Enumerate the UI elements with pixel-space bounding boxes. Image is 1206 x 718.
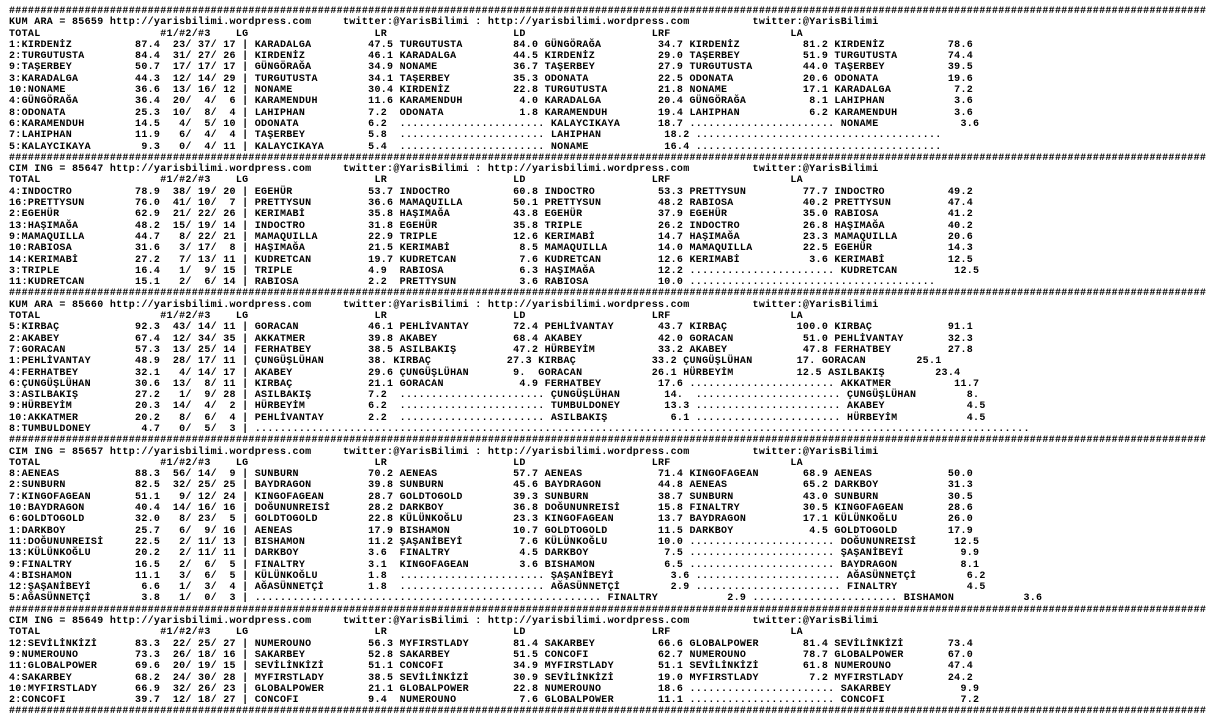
report-line: 10:BAYDRAGON 40.4 14/ 16/ 16 | DOĞUNUNREISİ 28.2 DARKBOY 36.8 DOĞUNUNREISİ 15.8 FINALTRY 30.5 KINGOFAGEAN 28.6 xyxy=(9,503,974,515)
report-line: CIM ING = 85657 http://yarisbilimi.wordpress.com twitter:@YarisBilimi : http://yarisbilimi.wordpress.com twitter:@YarisBilimi xyxy=(9,446,879,458)
report-line: 9:HÜRBEYİM 20.3 14/ 4/ 2 | HÜRBEYİM 6.2 ....................... TUMBULDONEY 13.3 ....................... AKABEY 4.5 xyxy=(9,401,986,413)
report-line: 8:ODONATA 25.3 10/ 8/ 4 | LAHIPHAN 7.2 ODONATA 1.8 KARAMENDUH 19.4 LAHIPHAN 6.2 KARAMENDUH 3.6 xyxy=(9,107,974,119)
report-line: 14:KERIMABİ 27.2 7/ 13/ 11 | KUDRETCAN 19.7 KUDRETCAN 7.6 KUDRETCAN 12.6 KERIMABİ 3.6 KERIMABİ 12.5 xyxy=(9,254,974,266)
report-line: TOTAL #1/#2/#3 LG LR LD LRF LA xyxy=(9,627,803,639)
report-line: 6:KARAMENDUH 14.5 4/ 5/ 10 | ODONATA 6.2 ....................... KALAYCIKAYA 18.7 ....................... NONAME 3.6 xyxy=(9,118,980,130)
report-line: 8:AENEAS 88.3 56/ 14/ 9 | SUNBURN 70.2 AENEAS 57.7 AENEAS 71.4 KINGOFAGEAN 68.9 AENEAS 50.0 xyxy=(9,469,974,481)
report-line: 10:MYFIRSTLADY 66.9 32/ 26/ 23 | GLOBALPOWER 21.1 GLOBALPOWER 22.8 NUMEROUNO 18.6 ....................... SAKARBEY 9.9 xyxy=(9,683,980,695)
report-line: 11:GLOBALPOWER 69.6 20/ 19/ 15 | SEVİLİNKİZİ 51.1 CONCOFI 34.9 MYFIRSTLADY 51.1 SEVİLİNKİZİ 61.8 NUMEROUNO 47.4 xyxy=(9,661,974,673)
report-line: 4:SAKARBEY 68.2 24/ 30/ 28 | MYFIRSTLADY 38.5 SEVİLİNKİZİ 30.9 SEVİLİNKİZİ 19.0 MYFIRSTLADY 7.2 MYFIRSTLADY 24.2 xyxy=(9,672,974,684)
report-line: CIM ING = 85647 http://yarisbilimi.wordpress.com twitter:@YarisBilimi : http://yarisbilimi.wordpress.com twitter:@YarisBilimi xyxy=(9,164,879,176)
report-line: 11:DOĞUNUNREISİ 22.5 2/ 11/ 13 | BISHAMON 11.2 ŞAŞANİBEYİ 7.6 KÜLÜNKOĞLU 10.0 ....................... DOĞUNUNREISİ 12.5 xyxy=(9,536,980,548)
report-line: 6:ÇUNGÜŞLÜHAN 30.6 13/ 8/ 11 | KIRBAÇ 21.1 GORACAN 4.9 FERHATBEY 17.6 ....................... AKKATMER 11.7 xyxy=(9,378,980,390)
report-line: 10:NONAME 36.6 13/ 16/ 12 | NONAME 30.4 KIRDENİZ 22.8 TURGUTUSTA 21.8 NONAME 17.1 KARADALGA 7.2 xyxy=(9,85,974,97)
report-line: TOTAL #1/#2/#3 LG LR LD LRF LA xyxy=(9,311,803,323)
report-line: 11:KUDRETCAN 15.1 2/ 6/ 14 | RABIOSA 2.2 PRETTYSUN 3.6 RABIOSA 10.0 ....................................... xyxy=(9,277,936,289)
report-line: 9:FINALTRY 16.5 2/ 6/ 5 | FINALTRY 3.1 KINGOFAGEAN 3.6 BISHAMON 6.5 ....................... BAYDRAGON 8.1 xyxy=(9,559,980,571)
report-line: 13:HAŞIMAĞA 48.2 15/ 19/ 14 | INDOCTRO 31.8 EGEHÜR 35.8 TRIPLE 26.2 INDOCTRO 26.8 HAŞIMAĞA 40.2 xyxy=(9,220,974,232)
report-line: 2:EGEHÜR 62.9 21/ 22/ 26 | KERIMABİ 35.8 HAŞIMAĞA 43.8 EGEHÜR 37.9 EGEHÜR 35.0 RABIOSA 41.2 xyxy=(9,209,974,221)
report-line: 9:TAŞERBEY 50.7 17/ 17/ 17 | GÜNGÖRAĞA 34.9 NONAME 36.7 TAŞERBEY 27.9 TURGUTUSTA 44.0 TAŞERBEY 39.5 xyxy=(9,62,974,74)
report-line: 3:TRIPLE 16.4 1/ 9/ 15 | TRIPLE 4.9 RABIOSA 6.3 HAŞIMAĞA 12.2 ....................... KUDRETCAN 12.5 xyxy=(9,265,980,277)
report-line: 10:AKKATMER 20.2 8/ 6/ 4 | PEHLİVANTAY 2.2 ....................... ASILBAKIŞ 6.1 ....................... HÜRBEYİM 4.5 xyxy=(9,412,986,424)
report-line: 4:GÜNGÖRAĞA 36.4 20/ 4/ 6 | KARAMENDUH 11.6 KARAMENDUH 4.0 KARADALGA 20.4 GÜNGÖRAĞA 8.1 LAHIPHAN 3.6 xyxy=(9,96,974,108)
report-line: 5:KIRBAÇ 92.3 43/ 14/ 11 | GORACAN 46.1 PEHLİVANTAY 72.4 PEHLİVANTAY 43.7 KIRBAÇ 100.0 KIRBAÇ 91.1 xyxy=(9,322,974,334)
report-line: 13:KÜLÜNKOĞLU 20.2 2/ 11/ 11 | DARKBOY 3.6 FINALTRY 4.5 DARKBOY 7.5 ....................... ŞAŞANİBEYİ 9.9 xyxy=(9,548,980,560)
report-line: 2:CONCOFI 39.7 12/ 18/ 27 | CONCOFI 9.4 NUMEROUNO 7.6 GLOBALPOWER 11.1 ....................... CONCOFI 7.2 xyxy=(9,695,980,707)
report-line: 2:SUNBURN 82.5 32/ 25/ 25 | BAYDRAGON 39.8 SUNBURN 45.6 BAYDRAGON 44.8 AENEAS 65.2 DARKBOY 31.3 xyxy=(9,480,974,492)
report-line: ############################################################################################################################################################################################## xyxy=(9,152,1206,164)
report-line: 4:BISHAMON 11.1 3/ 6/ 5 | KÜLÜNKOĞLU 1.8 ....................... ŞAŞANİBEYİ 3.6 ....................... AĞASÜNNETÇİ 6.2 xyxy=(9,570,986,582)
report-line: 4:INDOCTRO 78.9 38/ 19/ 20 | EGEHÜR 53.7 INDOCTRO 60.8 INDOCTRO 53.3 PRETTYSUN 77.7 INDOCTRO 49.2 xyxy=(9,186,974,198)
report-line: 3:ASILBAKIŞ 27.2 1/ 9/ 28 | ASILBAKIŞ 7.2 ....................... ÇUNGÜŞLÜHAN 14. ....................... ÇUNGÜŞLÜHAN 8. xyxy=(9,390,980,402)
report-line: 7:GORACAN 57.3 13/ 25/ 14 | FERHATBEY 38.5 ASILBAKIŞ 47.2 HÜRBEYİM 33.2 AKABEY 47.8 FERHATBEY 27.8 xyxy=(9,344,974,356)
report-line: KUM ARA = 85659 http://yarisbilimi.wordpress.com twitter:@YarisBilimi : http://yarisbilimi.wordpress.com twitter:@YarisBilimi xyxy=(9,17,879,29)
report-line: 3:KARADALGA 44.3 12/ 14/ 29 | TURGUTUSTA 34.1 TAŞERBEY 35.3 ODONATA 22.5 ODONATA 20.6 ODONATA 19.6 xyxy=(9,73,974,85)
report-line: 1:KIRDENİZ 87.4 23/ 37/ 17 | KARADALGA 47.5 TURGUTUSTA 84.0 GÜNGÖRAĞA 34.7 KIRDENİZ 81.2 KIRDENİZ 78.6 xyxy=(9,39,974,51)
report-line: ############################################################################################################################################################################################## xyxy=(9,6,1206,17)
report-line: 2:TURGUTUSTA 84.4 31/ 27/ 26 | KIRDENİZ 46.1 KARADALGA 44.5 KIRDENİZ 29.0 TAŞERBEY 51.9 TURGUTUSTA 74.4 xyxy=(9,51,974,63)
report-line: TOTAL #1/#2/#3 LG LR LD LRF LA xyxy=(9,28,803,40)
report-line: TOTAL #1/#2/#3 LG LR LD LRF LA xyxy=(9,457,803,469)
report-line: 1:DARKBOY 25.7 6/ 9/ 16 | AENEAS 17.9 BISHAMON 10.7 GOLDTOGOLD 11.5 DARKBOY 4.5 GOLDTOGOLD 17.9 xyxy=(9,525,974,537)
report-line: 7:LAHIPHAN 11.9 6/ 4/ 4 | TAŞERBEY 5.8 ....................... LAHIPHAN 18.2 ....................................... xyxy=(9,130,942,142)
report-line: ############################################################################################################################################################################################## xyxy=(9,288,1206,300)
report-line: 12:ŞAŞANİBEYİ 6.6 1/ 3/ 4 | AĞASÜNNETÇİ 1.8 ....................... AĞASÜNNETÇİ 2.9 ....................... FINALTRY 4.5 xyxy=(9,582,986,594)
report-line: 1:PEHLİVANTAY 48.9 28/ 17/ 11 | ÇUNGÜŞLÜHAN 38. KIRBAÇ 27.3 KIRBAÇ 33.2 ÇUNGÜŞLÜHAN 17. GORACAN 25.1 xyxy=(9,356,942,368)
report-line: 8:TUMBULDONEY 4.7 0/ 5/ 3 | ........................................................................................................................... xyxy=(9,423,1030,435)
report-line: 7:KINGOFAGEAN 51.1 9/ 12/ 24 | KINGOFAGEAN 28.7 GOLDTOGOLD 39.3 SUNBURN 38.7 SUNBURN 43.0 SUNBURN 30.5 xyxy=(9,491,974,503)
report-line: 9:NUMEROUNO 73.3 26/ 18/ 16 | SAKARBEY 52.8 SAKARBEY 51.5 CONCOFI 62.7 NUMEROUNO 78.7 GLOBALPOWER 67.0 xyxy=(9,649,974,661)
report-line: KUM ARA = 85660 http://yarisbilimi.wordpress.com twitter:@YarisBilimi : http://yarisbilimi.wordpress.com twitter:@YarisBilimi xyxy=(9,299,879,311)
report-line: ############################################################################################################################################################################################## xyxy=(9,435,1206,447)
report-line: 9:MAMAQUILLA 44.7 8/ 22/ 21 | MAMAQUILLA 22.9 TRIPLE 12.6 KERIMABİ 14.7 HAŞIMAĞA 23.3 MAMAQUILLA 20.6 xyxy=(9,231,974,243)
report-line: 5:KALAYCIKAYA 9.3 0/ 4/ 11 | KALAYCIKAYA 5.4 ....................... NONAME 16.4 ....................................... xyxy=(9,141,942,153)
report-line: CIM ING = 85649 http://yarisbilimi.wordpress.com twitter:@YarisBilimi : http://yarisbilimi.wordpress.com twitter:@YarisBilimi xyxy=(9,616,879,628)
report-line: ############################################################################################################################################################################################## xyxy=(9,604,1206,616)
report-line: 4:FERHATBEY 32.1 4/ 14/ 17 | AKABEY 29.6 ÇUNGÜŞLÜHAN 9. GORACAN 26.1 HÜRBEYİM 12.5 ASILBAKIŞ 23.4 xyxy=(9,367,961,379)
report-line: ############################################################################################################################################################################################## xyxy=(9,706,1206,718)
report-line: 6:GOLDTOGOLD 32.0 8/ 23/ 5 | GOLDTOGOLD 22.8 KÜLÜNKOĞLU 23.3 KINGOFAGEAN 13.7 BAYDRAGON 17.1 KÜLÜNKOĞLU 26.0 xyxy=(9,514,974,526)
report-line: 16:PRETTYSUN 76.0 41/ 10/ 7 | PRETTYSUN 36.6 MAMAQUILLA 50.1 PRETTYSUN 48.2 RABIOSA 40.2 PRETTYSUN 47.4 xyxy=(9,198,974,210)
report-line: TOTAL #1/#2/#3 LG LR LD LRF LA xyxy=(9,175,803,187)
report-line: 10:RABIOSA 31.6 3/ 17/ 8 | HAŞIMAĞA 21.5 KERIMABİ 8.5 MAMAQUILLA 14.0 MAMAQUILLA 22.5 EGEHÜR 14.3 xyxy=(9,243,974,255)
report-line: 5:AĞASÜNNETÇİ 3.8 1/ 0/ 3 | ....................................................... FINALTRY 2.9 ....................... BISHAMON 3.6 xyxy=(9,593,1043,605)
report-line: 2:AKABEY 67.4 12/ 34/ 35 | AKKATMER 39.8 AKABEY 68.4 AKABEY 42.0 GORACAN 51.0 PEHLİVANTAY 32.3 xyxy=(9,333,974,345)
report-line: 12:SEVİLİNKİZİ 83.3 22/ 25/ 27 | NUMEROUNO 56.3 MYFIRSTLADY 81.4 SAKARBEY 66.6 GLOBALPOWER 81.4 SEVİLİNKİZİ 73.4 xyxy=(9,638,974,650)
